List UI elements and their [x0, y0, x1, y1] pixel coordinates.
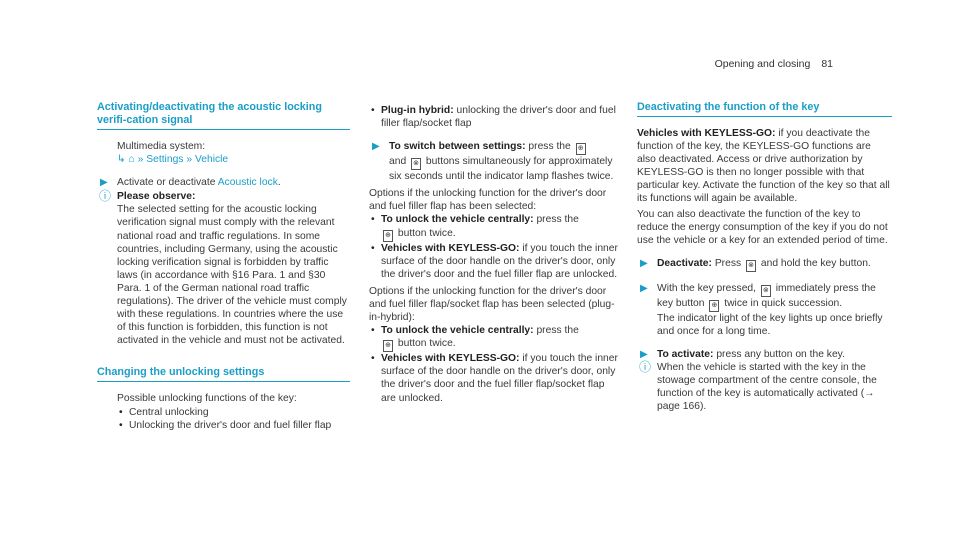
paragraph-title: Vehicles with KEYLESS-GO: — [637, 128, 776, 139]
unlock-key-icon: ⊕ — [709, 300, 719, 312]
step-key-pressed — [637, 282, 892, 338]
arrow-right-icon: → — [864, 388, 875, 400]
step-title: To activate: — [657, 349, 714, 361]
chevron-icon: » — [137, 154, 144, 166]
step-text: Press — [711, 257, 744, 269]
info-icon: ⓘ — [639, 360, 652, 375]
option-keyless-2 — [369, 352, 622, 404]
page-header — [715, 58, 833, 71]
unlock-key-icon: ⊕ — [383, 340, 393, 352]
lock-key-icon: ⊗ — [746, 260, 756, 272]
bullet-title: Plug-in hybrid: — [381, 105, 454, 116]
step-text: and hold the key button. — [758, 257, 871, 269]
options-paragraph-2: Options if the unlocking function for the driver's door and fuel filler flap/socket flap has been selected (plug-in-hybrid): — [369, 285, 615, 324]
bullet-central: • Central unlocking — [117, 406, 350, 419]
note-observe — [97, 190, 350, 347]
step-deactivate — [637, 257, 892, 272]
bullet-text: unlocking the driver's door and fuel filler flap/socket flap — [381, 105, 616, 130]
option-text: press the — [533, 214, 579, 226]
note-text — [657, 361, 892, 413]
column-3 — [637, 101, 892, 414]
note-text: The selected setting for the acoustic locking verification signal must comply with the relevant national road and traffic regulations. In some countries, including Germany, using the acoustic locking verification signal is forbidden by traffic laws (in accordance with §16 Para. 1 and §30 Para. 1 of the German national road traffic regulations). The driver of the vehicle must comply with these regulations. In countries where the use of this function is forbidden, this function is not activated in the vehicle and must not be activated. — [117, 204, 347, 347]
page-reference-link[interactable]: page 166 — [657, 401, 700, 413]
option-text: if you touch the inner surface of the door handle on the driver's door, only the driver's door and the fuel filler flap/socket flap are unlocked. — [381, 353, 618, 404]
column-2 — [369, 104, 622, 405]
step-text: and — [389, 156, 410, 168]
energy-paragraph: You can also deactivate the function of the key to reduce the energy consumption of the key if you do not use the vehicle or a key for an extended period of time. — [637, 208, 888, 246]
step-text: buttons simultaneously for approximately six seconds until the indicator lamp flashes twice. — [389, 156, 614, 183]
step-arrow-icon: ▶ — [640, 257, 648, 269]
note-stowage — [637, 361, 892, 413]
option-text: button twice. — [395, 227, 456, 239]
option-central-2 — [369, 324, 622, 352]
note-body: When the vehicle is started with the key in the stowage compartment of the centre console, the function of the key is automatically activated ( — [657, 362, 877, 400]
option-central-1 — [369, 213, 622, 241]
paragraph-text: if you deactivate the function of the key, the KEYLESS-GO functions are also deactivated. Access or drive authorization by KEYLESS-GO is then no longer possible with that particular key. Activate the function of the key so that all its functions will again be available. — [637, 128, 890, 205]
step-activate: ▶ Activate or deactivate Acoustic lock. — [100, 177, 281, 189]
step-text: press any button on the key. — [713, 349, 845, 361]
step-arrow-icon: ▶ — [100, 177, 108, 189]
option-text: press the — [533, 325, 579, 337]
unlock-key-icon: ⊕ — [576, 143, 586, 155]
lock-key-icon: ⊗ — [761, 285, 771, 297]
option-title: To unlock the vehicle centrally: — [381, 325, 534, 337]
bullet-plugin — [369, 104, 622, 130]
step-arrow-icon: ▶ — [640, 282, 648, 294]
option-title: To unlock the vehicle centrally: — [381, 214, 534, 226]
step-text: immediately press the key button — [657, 282, 876, 309]
step-arrow-icon: ▶ — [640, 349, 648, 361]
intro-text: Possible unlocking functions of the key: — [117, 393, 297, 405]
unlock-key-icon: ⊕ — [383, 230, 393, 242]
step-text: Activate or deactivate — [117, 177, 218, 189]
option-text: button twice. — [395, 338, 456, 350]
chevron-icon: » — [186, 154, 193, 166]
step-activate — [637, 348, 892, 361]
path-arrow-icon: ↳ — [117, 154, 126, 166]
option-title: Vehicles with KEYLESS-GO: — [381, 353, 520, 365]
step-title: To switch between settings: — [389, 141, 526, 153]
note-title: Please observe: — [117, 191, 196, 203]
option-keyless-1 — [369, 242, 622, 281]
path-label: Multimedia system: — [117, 141, 206, 152]
bullet-driver: • Unlocking the driver's door and fuel filler flap — [117, 419, 350, 432]
step-text: The indicator light of the key lights up once briefly and once for a long time. — [657, 312, 883, 337]
heading-acoustic-lock: Activating/deactivating the acoustic locking verifi-cation signal — [97, 101, 350, 130]
column-1 — [97, 101, 350, 432]
option-title: Vehicles with KEYLESS-GO: — [381, 242, 520, 254]
path-settings: Settings — [146, 154, 184, 166]
menu-path — [97, 153, 350, 166]
home-icon: ⌂ — [128, 154, 135, 166]
step-title: Deactivate: — [657, 257, 712, 269]
acoustic-lock-link[interactable]: Acoustic lock — [217, 177, 278, 189]
options-paragraph-1: Options if the unlocking function for the driver's door and fuel filler flap has been selected: — [369, 188, 607, 213]
header-title: Opening and closing — [714, 58, 811, 70]
note-end: ). — [699, 401, 707, 413]
step-arrow-icon: ▶ — [372, 141, 380, 153]
step-text: With the key pressed, — [657, 282, 759, 294]
step-text: twice in quick succession. — [721, 297, 843, 309]
heading-deactivate-key: Deactivating the function of the key — [637, 101, 892, 117]
keyless-paragraph — [637, 127, 892, 206]
path-vehicle: Vehicle — [194, 154, 229, 166]
step-switch — [369, 140, 622, 183]
page-number: 81 — [821, 58, 833, 70]
step-text: press the — [525, 141, 574, 153]
heading-unlocking-settings: Changing the unlocking settings — [97, 366, 350, 382]
info-icon: ⓘ — [99, 189, 112, 204]
option-text: if you touch the inner surface of the door handle on the driver's door, only the driver's door and the fuel filler flap are unlocked. — [381, 242, 618, 280]
lock-key-icon: ⊗ — [411, 158, 421, 170]
